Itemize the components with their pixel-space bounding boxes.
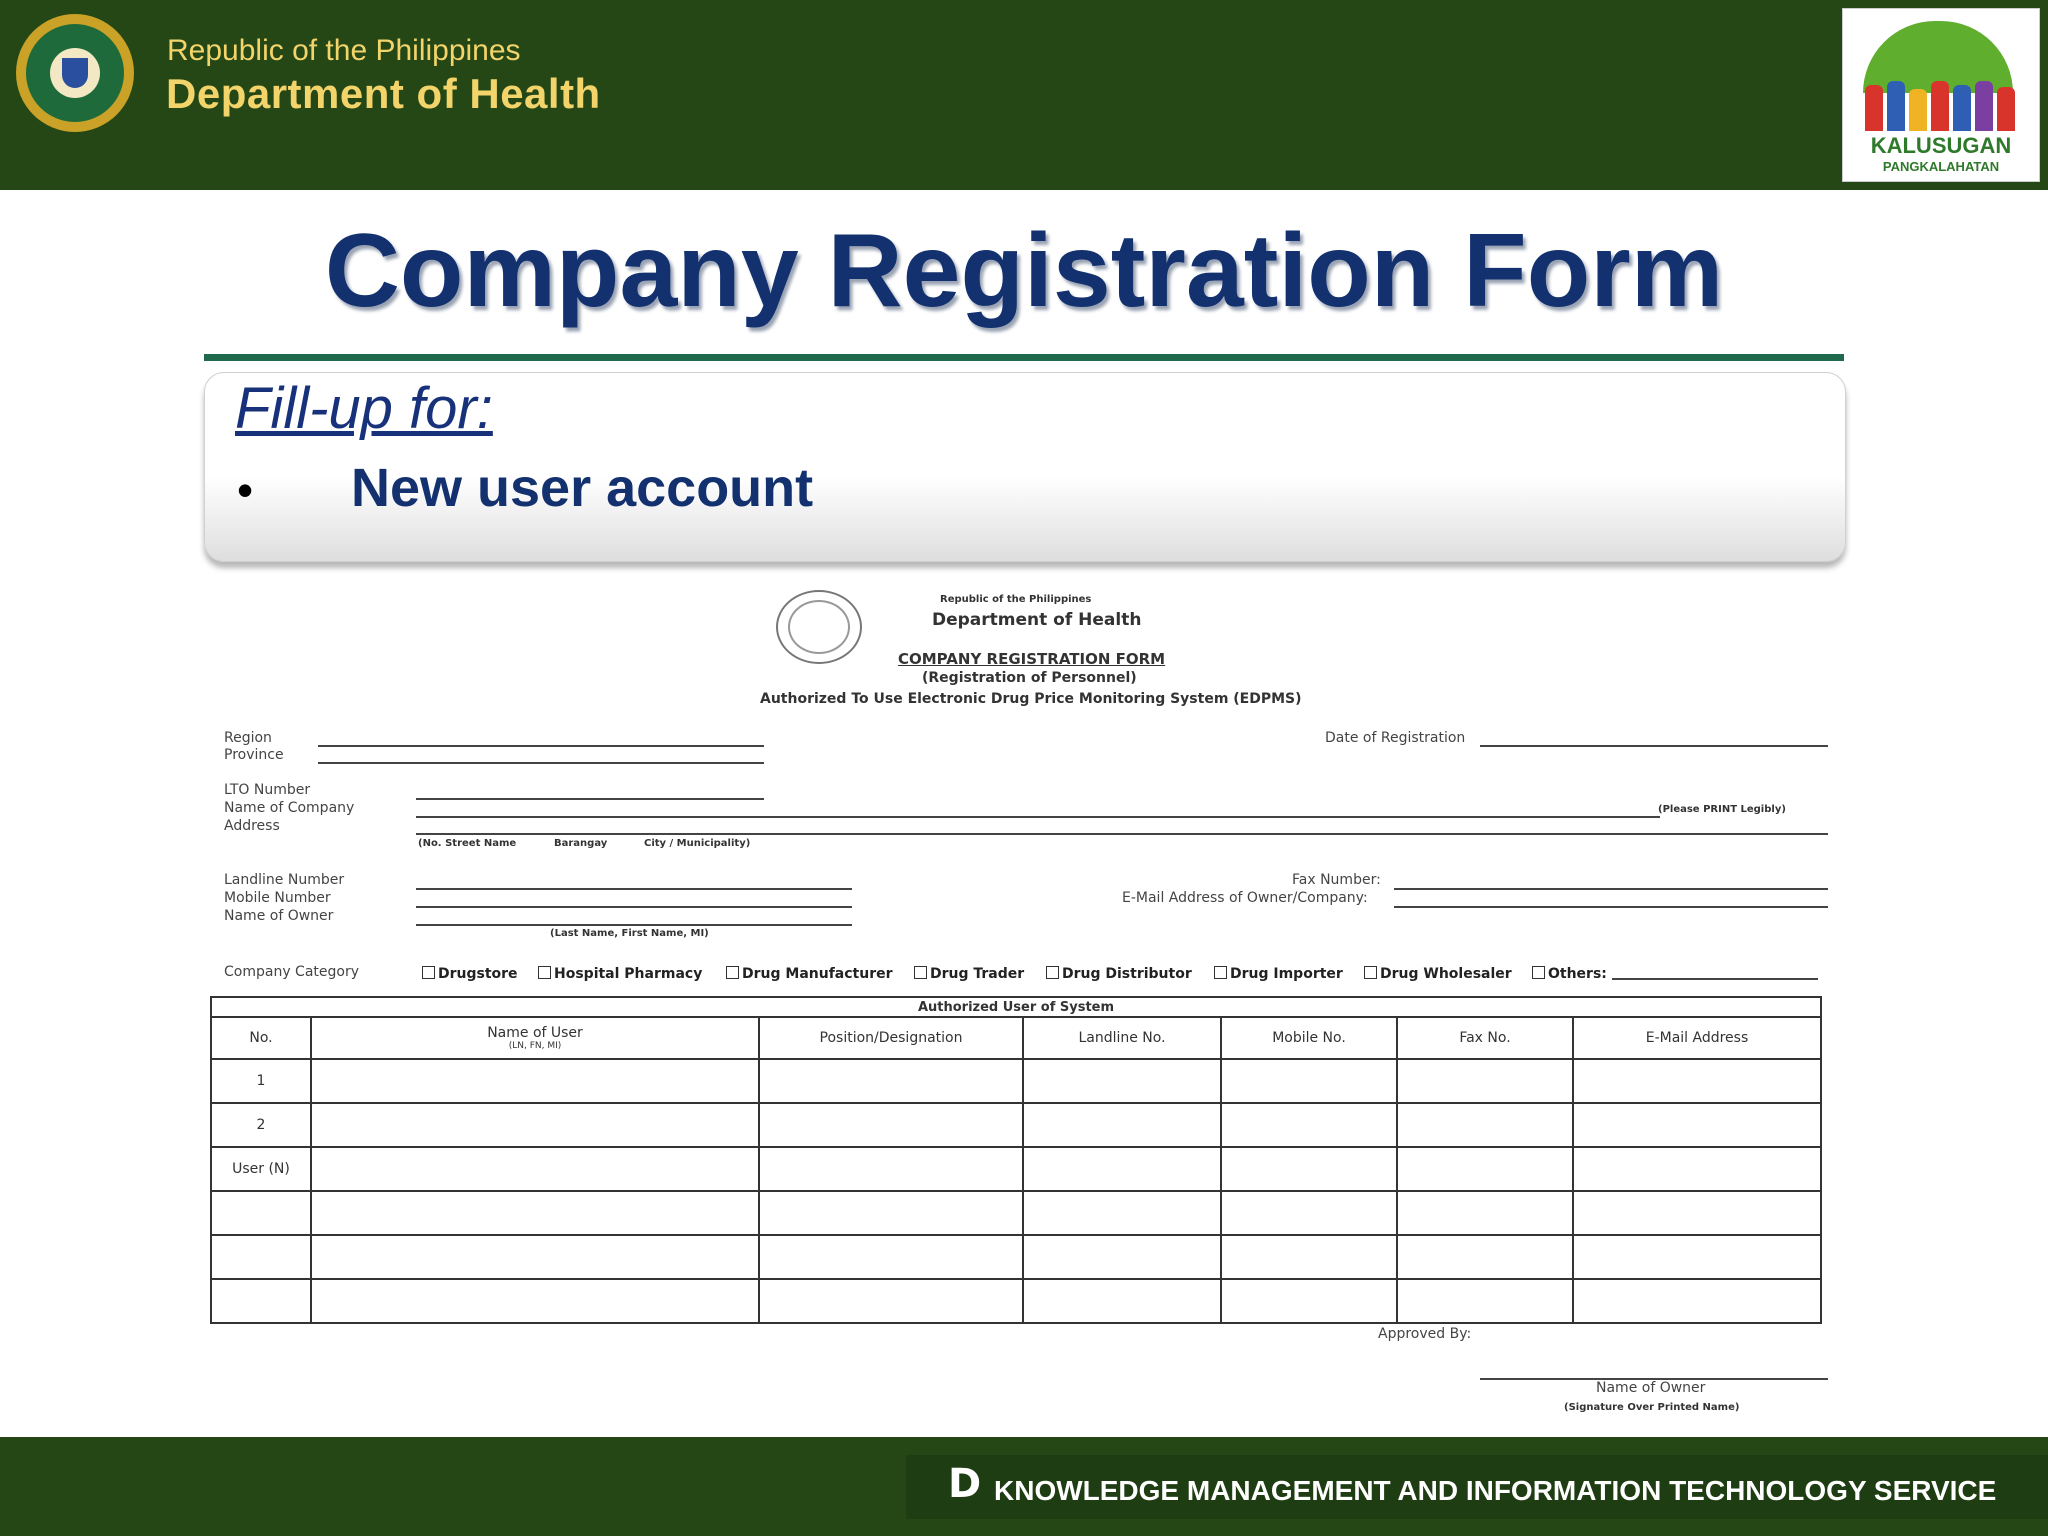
people-icon (1865, 79, 2015, 131)
footer-text: KNOWLEDGE MANAGEMENT AND INFORMATION TECHNOLOGY SERVICE (994, 1475, 1997, 1506)
logo-text-pangkalahatan: PANGKALAHATAN (1882, 159, 2000, 174)
lto-number-label: LTO Number (224, 782, 311, 798)
col-email: E-Mail Address (1573, 1017, 1821, 1059)
col-mobile: Mobile No. (1221, 1017, 1397, 1059)
print-legibly-note: (Please PRINT Legibly) (1658, 804, 1786, 815)
checkbox-drug-wholesaler: Drug Wholesaler (1364, 966, 1512, 982)
address-hint-barangay: Barangay (554, 838, 608, 849)
table-row (211, 1059, 1821, 1103)
col-no: No. (211, 1017, 311, 1059)
province-label: Province (224, 747, 284, 763)
checkbox-drug-manufacturer: Drug Manufacturer (726, 966, 893, 982)
approved-by-label: Approved By: (1378, 1326, 1472, 1342)
table-row (211, 1147, 1821, 1191)
lto-line (416, 798, 764, 800)
category-label: Company Category (224, 964, 360, 980)
logo-text-kalusugan: KALUSUGAN (1870, 133, 2012, 158)
header-bar (0, 0, 2048, 190)
checkbox-others: Others: (1532, 966, 1607, 982)
form-title: COMPANY REGISTRATION FORM (898, 650, 1166, 668)
col-name-of-user (311, 1017, 759, 1059)
row-no: User (N) (211, 1147, 311, 1191)
col-position: Position/Designation (759, 1017, 1023, 1059)
table-caption: Authorized User of System (211, 997, 1821, 1017)
owner-line (416, 924, 852, 926)
company-name-label: Name of Company (224, 800, 355, 816)
date-line (1480, 745, 1828, 747)
signature-hint: (Signature Over Printed Name) (1564, 1402, 1740, 1413)
table-row (211, 1235, 1821, 1279)
col-fax: Fax No. (1397, 1017, 1573, 1059)
col-name-sub: (LN, FN, MI) (508, 1041, 562, 1051)
checkbox-drug-distributor: Drug Distributor (1046, 966, 1192, 982)
title-divider (204, 354, 1844, 361)
form-republic: Republic of the Philippines (940, 594, 1092, 605)
owner-label: Name of Owner (224, 908, 334, 924)
slide-title: Company Registration Form (324, 213, 1724, 329)
row-no (211, 1279, 311, 1323)
landline-label: Landline Number (224, 872, 345, 888)
authorized-users-table (210, 996, 1822, 1324)
row-no: 2 (211, 1103, 311, 1147)
kalusugan-pangkalahatan-logo (1842, 8, 2040, 182)
name-of-owner-label: Name of Owner (1596, 1380, 1706, 1396)
fax-line (1394, 888, 1828, 890)
fillup-label: Fill-up for: (235, 376, 493, 441)
table-row (211, 1279, 1821, 1323)
company-line (416, 816, 1660, 818)
col-name-label: Name of User (487, 1025, 583, 1041)
bullet-text: New user account (351, 458, 814, 518)
checkbox-drug-importer: Drug Importer (1214, 966, 1343, 982)
doh-seal-icon (16, 14, 134, 132)
mobile-label: Mobile Number (224, 890, 331, 906)
checkbox-hospital-pharmacy: Hospital Pharmacy (538, 966, 702, 982)
form-department: Department of Health (932, 610, 1142, 630)
region-line (318, 745, 764, 747)
date-of-registration-label: Date of Registration (1325, 730, 1466, 746)
col-landline: Landline No. (1023, 1017, 1221, 1059)
landline-line (416, 888, 852, 890)
row-no (211, 1235, 311, 1279)
address-hint-city: City / Municipality) (644, 838, 751, 849)
province-line (318, 762, 764, 764)
registration-form-image (210, 580, 1840, 1420)
checkbox-drugstore: Drugstore (422, 966, 518, 982)
owner-hint: (Last Name, First Name, MI) (550, 928, 709, 939)
address-line (416, 833, 1828, 835)
form-authorized: Authorized To Use Electronic Drug Price Monitoring System (EDPMS) (760, 691, 1302, 707)
fax-label: Fax Number: (1292, 872, 1381, 888)
republic-text: Republic of the Philippines (167, 34, 521, 67)
row-no (211, 1191, 311, 1235)
form-seal-icon (776, 590, 862, 664)
email-line (1394, 906, 1828, 908)
table-row (211, 1191, 1821, 1235)
footer-bar (0, 1437, 2048, 1536)
others-line (1612, 978, 1818, 980)
department-text: Department of Health (166, 70, 601, 117)
email-owner-label: E-Mail Address of Owner/Company: (1122, 890, 1368, 906)
row-no: 1 (211, 1059, 311, 1103)
address-label: Address (224, 818, 280, 834)
footer-d-mark: D (948, 1461, 982, 1507)
address-hint-street: (No. Street Name (418, 838, 517, 849)
region-label: Region (224, 730, 272, 746)
checkbox-drug-trader: Drug Trader (914, 966, 1024, 982)
table-row (211, 1103, 1821, 1147)
content-box (204, 372, 1846, 562)
bullet-icon: • (237, 464, 254, 516)
form-subtitle: (Registration of Personnel) (922, 670, 1137, 686)
mobile-line (416, 906, 852, 908)
